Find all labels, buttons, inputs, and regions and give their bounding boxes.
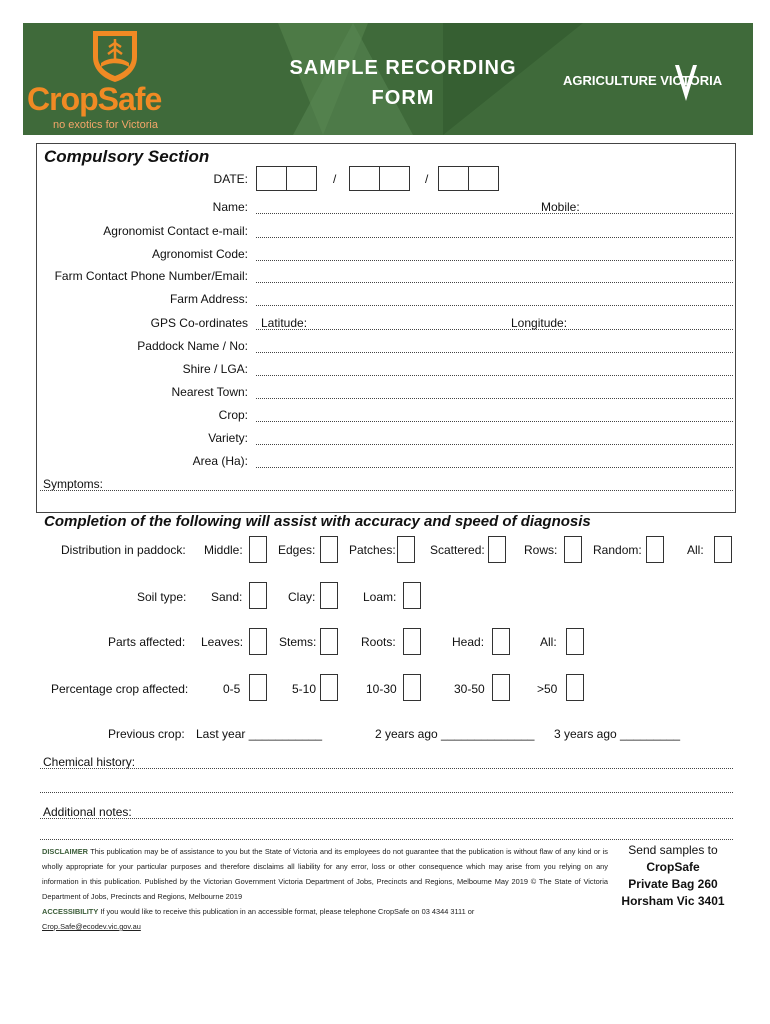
date-year-digit-2[interactable] (468, 166, 499, 191)
area-label: Area (Ha): (192, 454, 248, 468)
distribution-edges-label: Edges: (278, 543, 316, 557)
farm-contact-label: Farm Contact Phone Number/Email: (54, 269, 248, 283)
soil-clay-label: Clay: (288, 590, 316, 604)
percent-30-50-checkbox[interactable] (492, 674, 510, 701)
parts-stems-label: Stems: (279, 635, 317, 649)
percent-0-5-label: 0-5 (223, 682, 241, 696)
farm-contact-field[interactable] (256, 281, 733, 283)
form-title: SAMPLE RECORDING FORM (289, 57, 517, 109)
agronomist-code-field[interactable] (256, 259, 733, 261)
mobile-label: Mobile: (541, 200, 580, 214)
soil-loam-checkbox[interactable] (403, 582, 421, 609)
date-year-digit-1[interactable] (438, 166, 469, 191)
previous-crop-last-year[interactable]: Last year ___________ (196, 727, 323, 741)
distribution-scattered-label: Scattered: (430, 543, 485, 557)
percent-5-10-label: 5-10 (292, 682, 317, 696)
parts-head-label: Head: (452, 635, 485, 649)
area-field[interactable] (256, 466, 733, 468)
distribution-rows-label: Rows: (524, 543, 558, 557)
brand-tagline: no exotics for Victoria (53, 119, 158, 131)
parts-roots-checkbox[interactable] (403, 628, 421, 655)
diagnosis-title: Completion of the following will assist with accuracy and speed of diagnosis (44, 513, 591, 530)
crop-label: Crop: (218, 408, 248, 422)
additional-notes-line-1[interactable] (40, 817, 733, 819)
parts-leaves-checkbox[interactable] (249, 628, 267, 655)
soil-sand-checkbox[interactable] (249, 582, 267, 609)
chemical-history-label: Chemical history: (43, 755, 136, 769)
percent-50-plus-checkbox[interactable] (566, 674, 584, 701)
previous-crop-2-years[interactable]: 2 years ago ______________ (375, 727, 535, 741)
soil-label: Soil type: (137, 590, 187, 604)
chemical-history-line-2[interactable] (40, 791, 733, 793)
date-month-digit-2[interactable] (379, 166, 410, 191)
farm-address-label: Farm Address: (169, 292, 248, 306)
crop-field[interactable] (256, 420, 733, 422)
agronomist-code-label: Agronomist Code: (151, 247, 248, 261)
agronomist-email-label: Agronomist Contact e-mail: (103, 224, 248, 238)
longitude-label: Longitude: (511, 316, 568, 330)
date-day-digit-2[interactable] (286, 166, 317, 191)
victoria-chevron-icon (675, 65, 697, 101)
disclaimer-text: DISCLAIMER This publication may be of assistance to you but the State of Victoria and its employees do not guarantee that the publication is without flaw of any kind or is wholly appropriate for your particular purposes and therefore disclaims all liability for any error, loss or other consequence which may arise from you relying on any information in this publication. Published by the Victorian Government Victoria Department of Jobs, Precincts and Regions, Melbourne May 2019 © The State of Victoria Department of Jobs, Precincts and Regions, Melbourne 2019 ACCESSIBILITY If you would like to receive this publication in an accessible format, please telephone CropSafe on 03 4344 3111 or Crop.Safe@ecodev.vic.gov.au (42, 847, 608, 931)
cropsafe-shield-logo (89, 27, 141, 83)
percent-10-30-checkbox[interactable] (403, 674, 421, 701)
gps-label: GPS Co-ordinates (150, 316, 248, 330)
previous-crop-3-years[interactable]: 3 years ago _________ (554, 727, 681, 741)
contact-email-link[interactable]: Crop.Safe@ecodev.vic.gov.au (42, 922, 141, 931)
variety-label: Variety: (208, 431, 248, 445)
distribution-all-label: All: (687, 543, 704, 557)
parts-roots-label: Roots: (361, 635, 396, 649)
percent-5-10-checkbox[interactable] (320, 674, 338, 701)
distribution-middle-label: Middle: (204, 543, 243, 557)
parts-label: Parts affected: (108, 635, 186, 649)
date-separator: / (333, 172, 337, 186)
parts-all-checkbox[interactable] (566, 628, 584, 655)
paddock-label: Paddock Name / No: (137, 339, 248, 353)
distribution-label: Distribution in paddock: (61, 543, 186, 557)
previous-crop-label: Previous crop: (108, 727, 185, 741)
additional-notes-label: Additional notes: (43, 805, 132, 819)
distribution-scattered-checkbox[interactable] (488, 536, 506, 563)
parts-leaves-label: Leaves: (201, 635, 244, 649)
percent-50-plus-label: >50 (537, 682, 558, 696)
shire-label: Shire / LGA: (182, 362, 248, 376)
parts-all-label: All: (540, 635, 557, 649)
chemical-history-line-1[interactable] (40, 767, 733, 769)
send-samples-address: Send samples to CropSafe Private Bag 260 Horsham Vic 3401 (621, 843, 725, 908)
distribution-all-checkbox[interactable] (714, 536, 732, 563)
soil-clay-checkbox[interactable] (320, 582, 338, 609)
brand-name: CropSafe (27, 81, 162, 117)
symptoms-field[interactable] (40, 489, 733, 491)
distribution-random-checkbox[interactable] (646, 536, 664, 563)
soil-sand-label: Sand: (211, 590, 243, 604)
latitude-label: Latitude: (261, 316, 308, 330)
parts-head-checkbox[interactable] (492, 628, 510, 655)
nearest-town-field[interactable] (256, 397, 733, 399)
agency-logo-text: AGRICULTURE VICTORIA (563, 73, 723, 88)
gps-field[interactable] (256, 328, 733, 330)
distribution-random-label: Random: (593, 543, 642, 557)
symptoms-label: Symptoms: (43, 477, 104, 491)
distribution-middle-checkbox[interactable] (249, 536, 267, 563)
additional-notes-line-2[interactable] (40, 838, 733, 840)
shire-field[interactable] (256, 374, 733, 376)
parts-stems-checkbox[interactable] (320, 628, 338, 655)
farm-address-field[interactable] (256, 304, 733, 306)
percent-label: Percentage crop affected: (51, 682, 189, 696)
variety-field[interactable] (256, 443, 733, 445)
distribution-edges-checkbox[interactable] (320, 536, 338, 563)
date-separator: / (425, 172, 429, 186)
paddock-field[interactable] (256, 351, 733, 353)
distribution-patches-label: Patches: (349, 543, 396, 557)
compulsory-title: Compulsory Section (44, 147, 210, 166)
date-day-digit-1[interactable] (256, 166, 287, 191)
distribution-patches-checkbox[interactable] (397, 536, 415, 563)
header-banner (23, 23, 753, 135)
name-label: Name: (212, 200, 248, 214)
name-field[interactable] (256, 212, 733, 214)
nearest-town-label: Nearest Town: (171, 385, 248, 399)
percent-0-5-checkbox[interactable] (249, 674, 267, 701)
percent-10-30-label: 10-30 (366, 682, 397, 696)
agronomist-email-field[interactable] (256, 236, 733, 238)
percent-30-50-label: 30-50 (454, 682, 485, 696)
soil-loam-label: Loam: (363, 590, 397, 604)
date-month-digit-1[interactable] (349, 166, 380, 191)
distribution-rows-checkbox[interactable] (564, 536, 582, 563)
date-label: DATE: (213, 172, 248, 186)
